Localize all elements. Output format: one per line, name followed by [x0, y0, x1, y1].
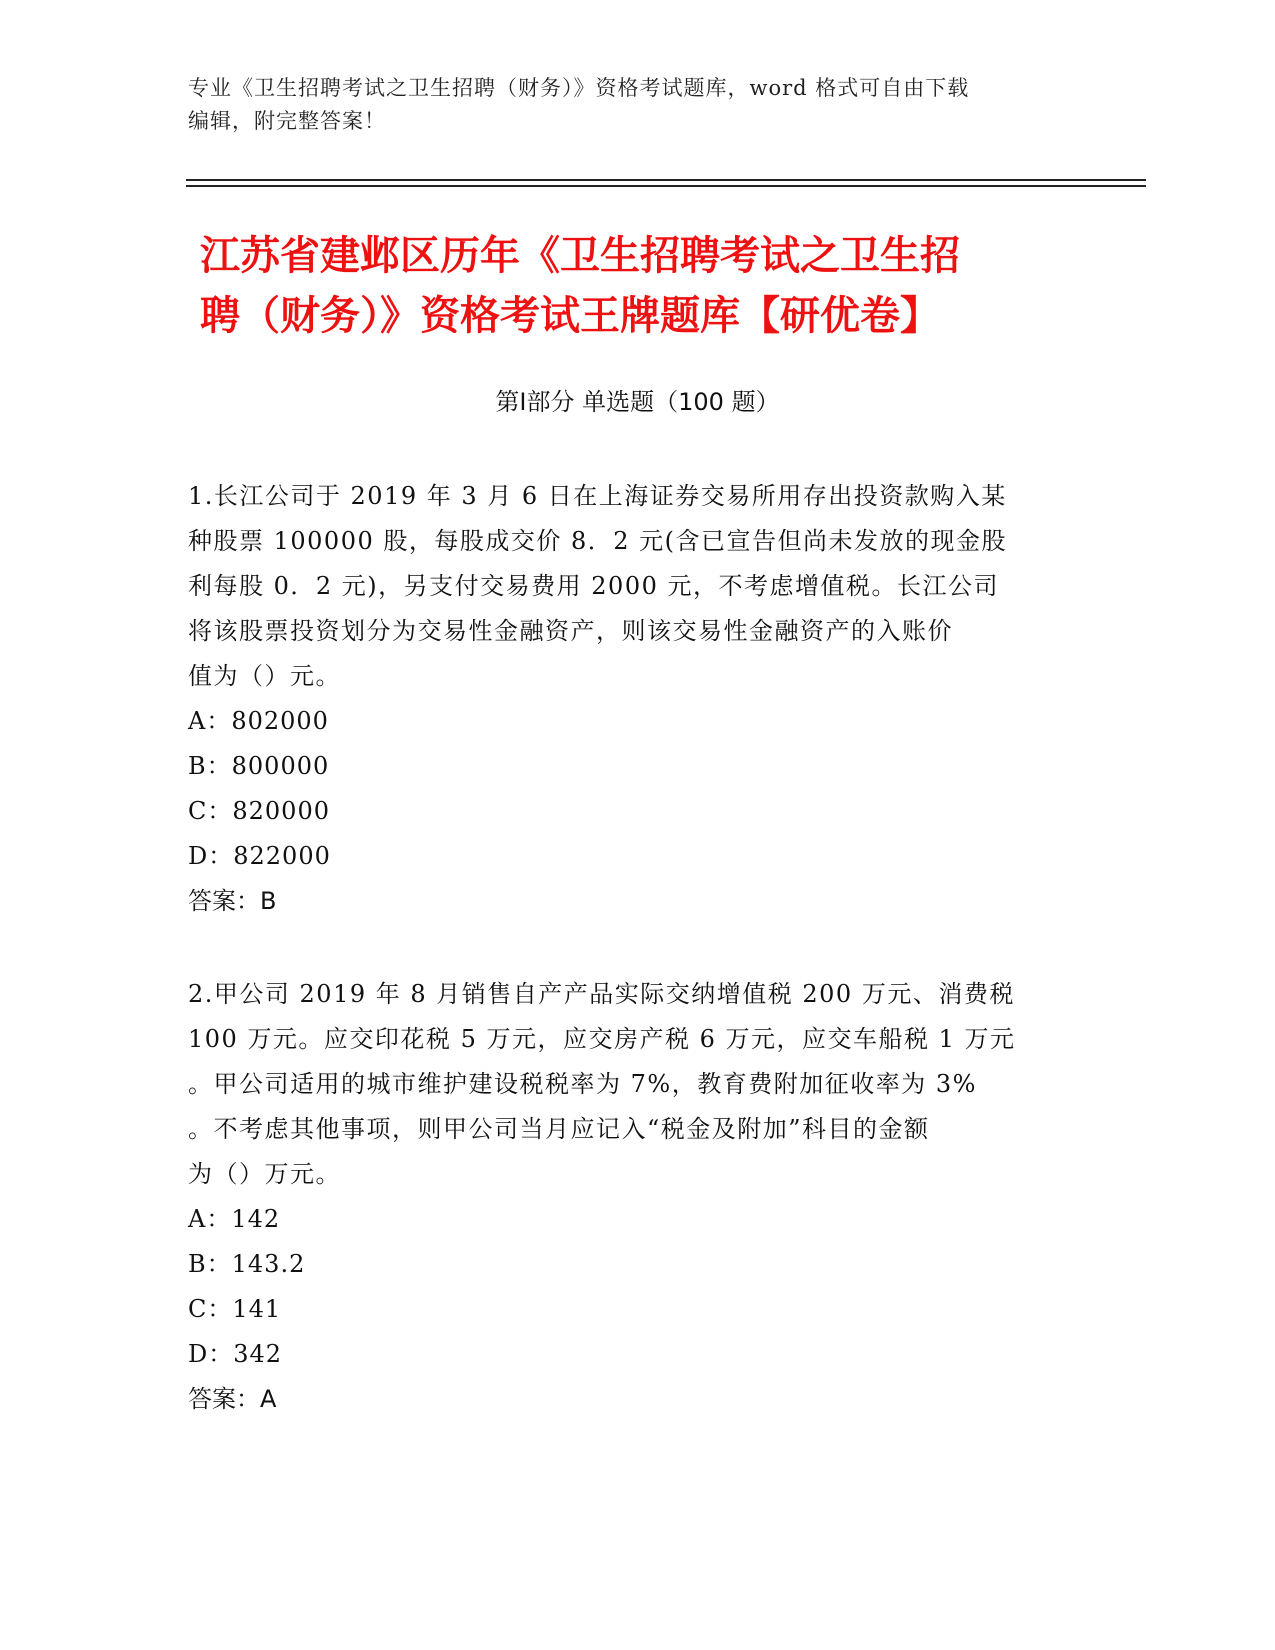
header-divider-top [186, 179, 1146, 181]
option-c: C：141 [188, 1295, 282, 1323]
header-note-line-2: 编辑，附完整答案！ [188, 109, 386, 133]
option-b: B：143.2 [188, 1250, 306, 1278]
question-stem-line: 。不考虑其他事项，则甲公司当月应记入“税金及附加”科目的金额 [188, 1115, 930, 1143]
document-title-line-1: 江苏省建邺区历年《卫生招聘考试之卫生招 [200, 233, 960, 279]
document-title [200, 226, 1100, 346]
question-stem-line: 种股票 100000 股，每股成交价 8．2 元(含已宣告但尚未发放的现金股 [188, 527, 1008, 555]
answer: 答案：A [188, 1385, 277, 1413]
header-divider-bottom [186, 185, 1146, 187]
header-note [188, 72, 1068, 138]
question-stem-line: 将该股票投资划分为交易性金融资产，则该交易性金融资产的入账价 [188, 617, 953, 645]
answer: 答案：B [188, 887, 277, 915]
section-title: 第Ⅰ部分 单选题（100 题） [495, 388, 780, 416]
option-a: A：802000 [188, 707, 329, 735]
question-stem-line: 。甲公司适用的城市维护建设税税率为 7%，教育费附加征收率为 3% [188, 1070, 977, 1098]
option-d: D：342 [188, 1340, 283, 1368]
option-d: D：822000 [188, 842, 331, 870]
question-stem-line: 2.甲公司 2019 年 8 月销售自产产品实际交纳增值税 200 万元、消费税 [188, 980, 1015, 1008]
question-1 [188, 474, 1078, 924]
question-stem-line: 值为（）元。 [188, 662, 341, 690]
document-title-line-2: 聘（财务）》资格考试王牌题库【研优卷】 [200, 293, 940, 339]
question-stem-line: 为（）万元。 [188, 1160, 341, 1188]
question-stem-line: 利每股 0．2 元)，另支付交易费用 2000 元，不考虑增值税。长江公司 [188, 572, 999, 600]
header-note-line-1: 专业《卫生招聘考试之卫生招聘（财务）》资格考试题库，word 格式可自由下载 [188, 76, 970, 100]
option-c: C：820000 [188, 797, 330, 825]
question-stem-line: 100 万元。应交印花税 5 万元，应交房产税 6 万元，应交车船税 1 万元 [188, 1025, 1016, 1053]
question-2 [188, 972, 1078, 1422]
option-a: A：142 [188, 1205, 281, 1233]
question-stem-line: 1.长江公司于 2019 年 3 月 6 日在上海证券交易所用存出投资款购入某 [188, 482, 1007, 510]
option-b: B：800000 [188, 752, 330, 780]
